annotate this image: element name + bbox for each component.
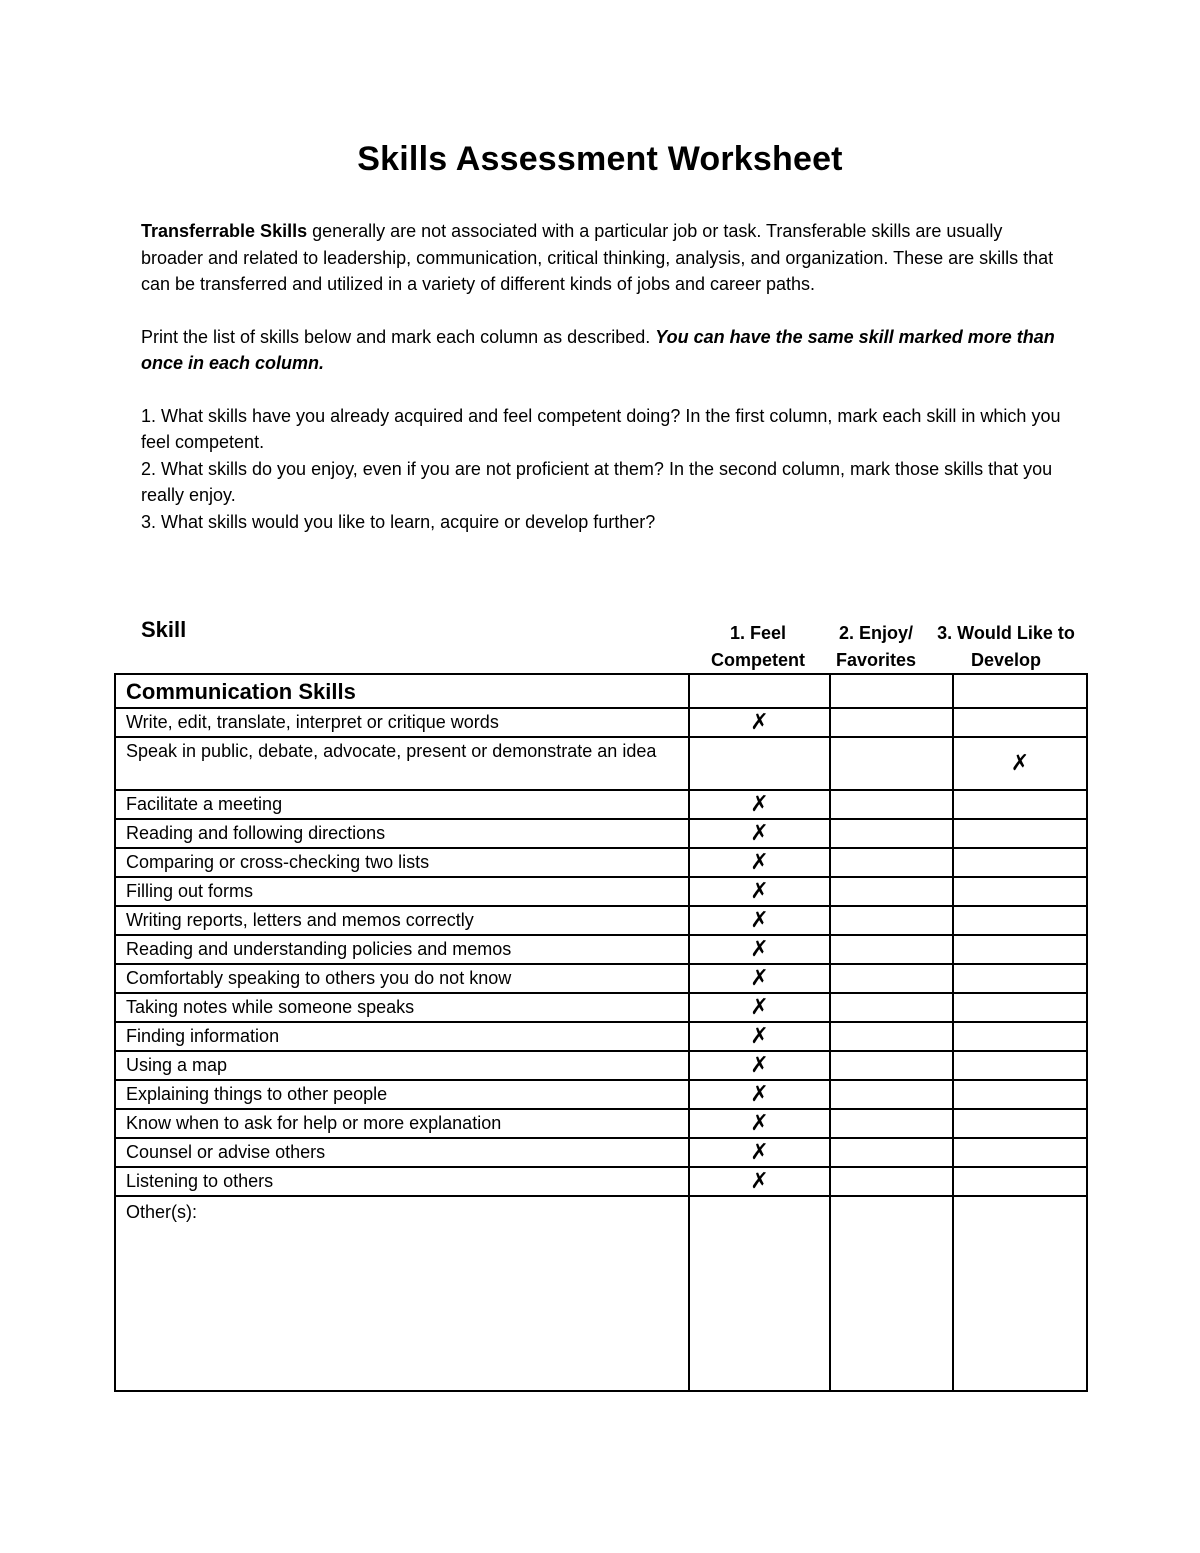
mark-cell-feel-competent[interactable] bbox=[689, 993, 830, 1022]
skill-label: Know when to ask for help or more explanation bbox=[115, 1109, 689, 1138]
x-mark-icon: ✗ bbox=[750, 849, 769, 875]
question-3: 3. What skills would you like to learn, acquire or develop further? bbox=[141, 511, 656, 532]
x-mark-icon: ✗ bbox=[750, 1081, 769, 1107]
x-mark-icon: ✗ bbox=[1010, 750, 1030, 776]
skills-table bbox=[114, 673, 1088, 1392]
mark-cell-enjoy[interactable] bbox=[830, 1109, 953, 1138]
mark-cell-enjoy[interactable] bbox=[830, 1051, 953, 1080]
x-mark-icon: ✗ bbox=[750, 709, 769, 735]
mark-cell-enjoy[interactable] bbox=[830, 708, 953, 737]
column-heading-would-like-to-develop: 3. Would Like to Develop bbox=[937, 623, 1075, 670]
skill-row bbox=[115, 877, 1087, 906]
skill-row bbox=[115, 708, 1087, 737]
instructions-paragraph bbox=[141, 324, 1061, 377]
other-skills-row bbox=[115, 1196, 1087, 1391]
mark-cell-feel-competent[interactable] bbox=[689, 708, 830, 737]
mark-cell-develop[interactable] bbox=[953, 1022, 1087, 1051]
x-mark-icon: ✗ bbox=[750, 1110, 769, 1136]
mark-cell-develop[interactable] bbox=[953, 708, 1087, 737]
mark-cell-develop[interactable] bbox=[953, 819, 1087, 848]
intro-text bbox=[141, 218, 1061, 535]
mark-cell-develop[interactable] bbox=[953, 790, 1087, 819]
question-2: 2. What skills do you enjoy, even if you are not proficient at them? In the second column, mark those skills that you really enjoy. bbox=[141, 458, 1053, 505]
instructions-note: You can have the same skill marked more than once in each column. bbox=[141, 326, 1055, 373]
skill-row bbox=[115, 993, 1087, 1022]
mark-cell-enjoy[interactable] bbox=[830, 993, 953, 1022]
mark-cell-develop[interactable] bbox=[953, 737, 1087, 790]
mark-cell-develop[interactable] bbox=[953, 964, 1087, 993]
mark-cell-enjoy[interactable] bbox=[830, 1167, 953, 1196]
skill-row bbox=[115, 935, 1087, 964]
x-mark-icon: ✗ bbox=[750, 820, 769, 846]
skill-column-heading: Skill bbox=[141, 617, 187, 642]
x-mark-icon: ✗ bbox=[750, 1168, 769, 1194]
x-mark-icon: ✗ bbox=[750, 1139, 769, 1165]
mark-cell-develop[interactable] bbox=[953, 1138, 1087, 1167]
section-title: Communication Skills bbox=[115, 674, 689, 708]
mark-cell-feel-competent[interactable] bbox=[689, 1051, 830, 1080]
skill-row bbox=[115, 1022, 1087, 1051]
skill-label: Listening to others bbox=[115, 1167, 689, 1196]
skill-row bbox=[115, 848, 1087, 877]
skill-row bbox=[115, 1138, 1087, 1167]
skill-label: Reading and understanding policies and memos bbox=[115, 935, 689, 964]
skill-row bbox=[115, 1080, 1087, 1109]
skill-label: Explaining things to other people bbox=[115, 1080, 689, 1109]
mark-cell-enjoy[interactable] bbox=[830, 1138, 953, 1167]
other-skills-label: Other(s): bbox=[115, 1196, 689, 1391]
mark-cell-develop[interactable] bbox=[953, 877, 1087, 906]
section-header-row bbox=[115, 674, 1087, 708]
skill-label: Finding information bbox=[115, 1022, 689, 1051]
skill-row bbox=[115, 819, 1087, 848]
x-mark-icon: ✗ bbox=[750, 907, 769, 933]
mark-cell-enjoy[interactable] bbox=[830, 819, 953, 848]
skill-label: Counsel or advise others bbox=[115, 1138, 689, 1167]
skill-row bbox=[115, 964, 1087, 993]
skill-label: Comparing or cross-checking two lists bbox=[115, 848, 689, 877]
x-mark-icon: ✗ bbox=[750, 791, 769, 817]
mark-cell-enjoy[interactable] bbox=[830, 848, 953, 877]
intro-description: generally are not associated with a particular job or task. Transferable skills are usually broader and related to leadership, communication, critical thinking, analysis, and organization. These are skills that can be transferred and utilized in a variety of different kinds of jobs and career paths. bbox=[141, 221, 1054, 294]
skill-row bbox=[115, 737, 1087, 790]
question-1: 1. What skills have you already acquired and feel competent doing? In the first column, mark each skill in which you feel competent. bbox=[141, 405, 1061, 452]
mark-cell-feel-competent[interactable] bbox=[689, 1109, 830, 1138]
mark-cell-enjoy[interactable] bbox=[830, 877, 953, 906]
skill-label: Writing reports, letters and memos correctly bbox=[115, 906, 689, 935]
mark-cell-feel-competent[interactable] bbox=[689, 1080, 830, 1109]
x-mark-icon: ✗ bbox=[750, 878, 769, 904]
skill-label: Taking notes while someone speaks bbox=[115, 993, 689, 1022]
mark-cell-feel-competent[interactable] bbox=[689, 1167, 830, 1196]
mark-cell-feel-competent[interactable] bbox=[689, 935, 830, 964]
mark-cell-feel-competent[interactable] bbox=[689, 906, 830, 935]
intro-term: Transferrable Skills bbox=[141, 221, 308, 241]
mark-cell-feel-competent[interactable] bbox=[689, 1022, 830, 1051]
mark-cell-develop[interactable] bbox=[953, 993, 1087, 1022]
skill-label: Speak in public, debate, advocate, present or demonstrate an idea bbox=[115, 737, 689, 790]
skill-row bbox=[115, 1109, 1087, 1138]
page-title: Skills Assessment Worksheet bbox=[357, 140, 843, 178]
section-cell-develop[interactable] bbox=[953, 674, 1087, 708]
section-cell-feel-competent[interactable] bbox=[689, 674, 830, 708]
column-heading-enjoy-favorites: 2. Enjoy/ Favorites bbox=[835, 623, 917, 670]
x-mark-icon: ✗ bbox=[750, 994, 769, 1020]
mark-cell-enjoy[interactable] bbox=[830, 935, 953, 964]
mark-cell-feel-competent[interactable] bbox=[689, 877, 830, 906]
skill-row bbox=[115, 790, 1087, 819]
mark-cell-enjoy[interactable] bbox=[830, 906, 953, 935]
x-mark-icon: ✗ bbox=[750, 965, 769, 991]
skill-label: Using a map bbox=[115, 1051, 689, 1080]
mark-cell-develop[interactable] bbox=[953, 1167, 1087, 1196]
other-cell-develop[interactable] bbox=[953, 1196, 1087, 1391]
skill-row bbox=[115, 1167, 1087, 1196]
mark-cell-develop[interactable] bbox=[953, 935, 1087, 964]
section-cell-enjoy[interactable] bbox=[830, 674, 953, 708]
skill-label: Reading and following directions bbox=[115, 819, 689, 848]
mark-cell-feel-competent[interactable] bbox=[689, 737, 830, 790]
skill-row bbox=[115, 1051, 1087, 1080]
mark-cell-feel-competent[interactable] bbox=[689, 848, 830, 877]
mark-cell-feel-competent[interactable] bbox=[689, 964, 830, 993]
mark-cell-develop[interactable] bbox=[953, 1109, 1087, 1138]
mark-cell-enjoy[interactable] bbox=[830, 1022, 953, 1051]
mark-cell-feel-competent[interactable] bbox=[689, 1138, 830, 1167]
mark-cell-feel-competent[interactable] bbox=[689, 790, 830, 819]
x-mark-icon: ✗ bbox=[750, 936, 769, 962]
other-cell-feel-competent[interactable] bbox=[689, 1196, 830, 1391]
mark-cell-enjoy[interactable] bbox=[830, 964, 953, 993]
mark-cell-develop[interactable] bbox=[953, 1051, 1087, 1080]
other-cell-enjoy[interactable] bbox=[830, 1196, 953, 1391]
skill-label: Filling out forms bbox=[115, 877, 689, 906]
mark-cell-develop[interactable] bbox=[953, 848, 1087, 877]
mark-cell-enjoy[interactable] bbox=[830, 1080, 953, 1109]
x-mark-icon: ✗ bbox=[750, 1023, 769, 1049]
column-heading-feel-competent: 1. Feel Competent bbox=[711, 623, 805, 670]
mark-cell-develop[interactable] bbox=[953, 906, 1087, 935]
mark-cell-feel-competent[interactable] bbox=[689, 819, 830, 848]
mark-cell-enjoy[interactable] bbox=[830, 790, 953, 819]
instructions-text: Print the list of skills below and mark each column as described. bbox=[141, 326, 656, 347]
skill-label: Comfortably speaking to others you do not know bbox=[115, 964, 689, 993]
skill-label: Write, edit, translate, interpret or critique words bbox=[115, 708, 689, 737]
mark-cell-develop[interactable] bbox=[953, 1080, 1087, 1109]
skill-row bbox=[115, 906, 1087, 935]
x-mark-icon: ✗ bbox=[750, 1052, 769, 1078]
skill-label: Facilitate a meeting bbox=[115, 790, 689, 819]
intro-paragraph bbox=[141, 218, 1061, 298]
mark-cell-enjoy[interactable] bbox=[830, 737, 953, 790]
